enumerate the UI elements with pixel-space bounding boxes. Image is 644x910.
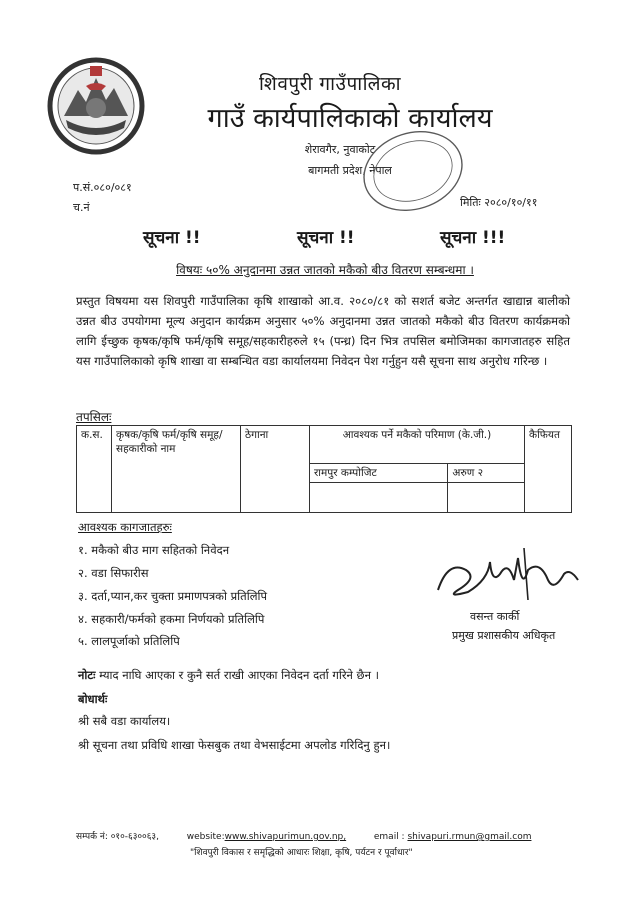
tapasil-label: तपसिलः [76, 410, 112, 424]
footer-website-link[interactable]: www.shivapurimun.gov.np, [224, 832, 347, 842]
sub-col-rampur: रामपुर कम्पोजिट [310, 464, 448, 483]
bodharth-line-2: श्री सूचना तथा प्रविधि शाखा फेसबुक तथा वेभसाईटमा अपलोड गरिदिनु हुन। [78, 738, 391, 752]
footer-motto: "शिवपुरी विकास र समृद्धिको आधारः शिक्षा, कृषि, पर्यटन र पूर्वाधार" [190, 848, 413, 858]
office-name: गाउँ कार्यपालिकाको कार्यालय [207, 103, 493, 134]
body-paragraph: प्रस्तुत विषयमा यस शिवपुरी गाउँपालिका कृषि शाखाको आ.व. २०८०/८१ को सशर्त बजेट अन्तर्गत खाद्यान्न बालीको उन्नत बीउ उपयोगमा मूल्य अनुदान कार्यक्रम अनुसार ५०% अनुदानमा उन्नत जातको मकैको बीउ वितरण कार्यक्रमको लागि ईच्छुक कृषक/कृषि फर्म/कृषि समूह/सहकारीहरुले १५ (पन्ध्र) दिन भित्र तपसिल बमोजिमका कागजातहरु सहित यस गाउँपालिकाको कृषि शाखा वा सम्बन्धित वडा कार्यालयमा निवेदन पेश गर्नुहुन यसै सूचना साथ अनुरोध गरिन्छ । [76, 294, 570, 368]
required-docs-heading: आवश्यक कागजातहरुः [78, 520, 172, 534]
reference-number: प.सं.०८०/०८१ [73, 181, 132, 194]
officer-name: वसन्त कार्की [470, 610, 520, 623]
sub-col-arun: अरुण २ [448, 464, 525, 483]
col-quantity: आवश्यक पर्ने मकैको परिमाण (के.जी.) [310, 426, 525, 464]
address-line-2: बागमती प्रदेश, नेपाल [308, 164, 392, 177]
required-doc-2: २. वडा सिफारीस [78, 566, 149, 580]
cell-arun-value [448, 483, 525, 513]
notice-date: मितिः २०८०/१०/११ [460, 196, 538, 209]
required-doc-1: १. मकैको बीउ माग सहितको निवेदन [78, 543, 230, 557]
footer-phone: सम्पर्क नं: ०१०-६३००६३, [76, 832, 159, 842]
bodharth-line-1: श्री सबै वडा कार्यालय। [78, 714, 171, 728]
notice-heading-2: सूचना !! [297, 228, 355, 248]
col-remarks: कैफियत [525, 426, 572, 513]
notice-heading-1: सूचना !! [143, 228, 201, 248]
office-stamp [358, 128, 468, 214]
col-sn: क.स. [77, 426, 112, 513]
required-doc-4: ४. सहकारी/फर्मको हकमा निर्णयको प्रतिलिपि [78, 612, 265, 626]
cell-rampur-value [310, 483, 448, 513]
address-line-1: शेरावगैर, नुवाकोट [304, 143, 376, 156]
footer-contact-line [76, 829, 531, 842]
municipality-name: शिवपुरी गाउँपालिका [259, 73, 401, 95]
note-text: म्याद नाघि आएका र कुनै सर्त राखी आएका निवेदन दर्ता गरिने छैन । [99, 668, 380, 682]
note-line [78, 668, 379, 683]
officer-title: प्रमुख प्रशासकीय अधिकृत [452, 629, 556, 642]
request-table [76, 425, 572, 513]
officer-signature [428, 540, 588, 610]
footer-email-link[interactable]: shivapuri.rmun@gmail.com [407, 832, 532, 842]
dispatch-number: च.नं [73, 201, 90, 214]
required-doc-3: ३. दर्ता,प्यान,कर चुक्ता प्रमाणपत्रको प्रतिलिपि [78, 589, 268, 603]
note-label: नोटः [78, 668, 96, 682]
bodharth-label: बोधार्थः [78, 692, 108, 706]
nepal-emblem-logo [46, 56, 146, 156]
required-doc-5: ५. लालपूर्जाको प्रतिलिपि [78, 634, 180, 648]
footer-email-label: email : [373, 832, 408, 842]
notice-heading-3: सूचना !!! [440, 228, 506, 248]
col-name: कृषक/कृषि फर्म/कृषि समूह/सहकारीको नाम [112, 426, 241, 513]
footer-website-label: website: [186, 832, 225, 842]
subject-line: विषयः ५०% अनुदानमा उन्नत जातको मकैको बीउ वितरण सम्बन्धमा । [176, 263, 474, 277]
col-address: ठेगाना [241, 426, 310, 513]
